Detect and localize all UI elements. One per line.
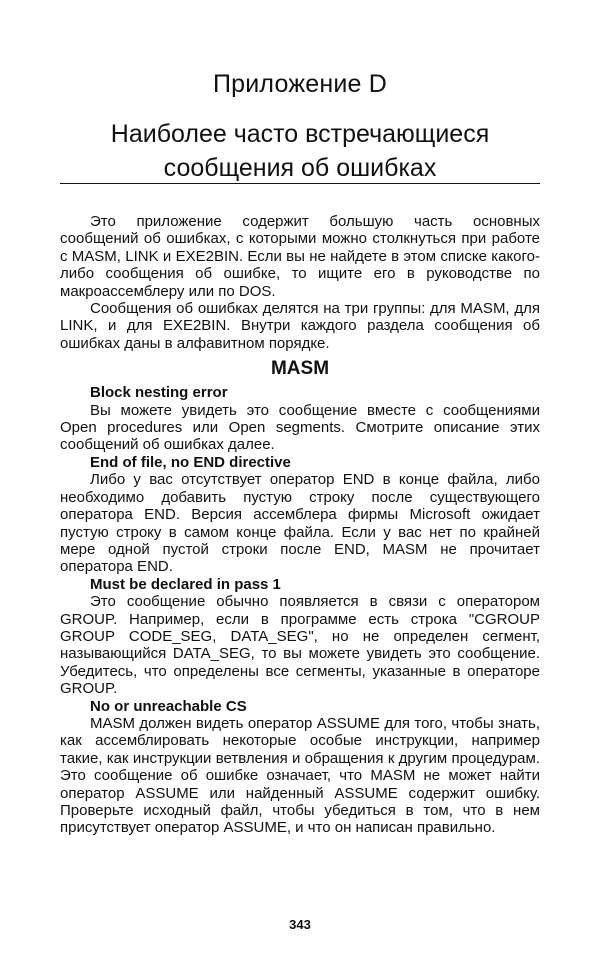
title-rule [60,183,540,184]
error-description: Это сообщение обычно появляется в связи с оператором GROUP. Например, если в программе есть строка "CGROUP GROUP CODE_SEG, DATA_SEG", но не определен сегмент, называющийся DATA_SEG, то вы можете увидеть это сообщение. Убедитесь, что определены все сегменты, указанные в операторе GROUP. [60,593,540,698]
error-entry [60,454,540,576]
intro-paragraph-2: Сообщения об ошибках делятся на три группы: для MASM, для LINK, и для EXE2BIN. Внутри каждого раздела сообщения об ошибках даны в алфавитном порядке. [60,300,540,352]
error-description: Либо у вас отсутствует оператор END в конце файла, либо необходимо добавить пустую строку после существующего оператора END. Версия ассемблера фирмы Microsoft ожидает пустую строку в самом конце файла. Если у вас нет по крайней мере одной пустой строки после END, MASM не прочитает оператора END. [60,471,540,576]
error-title: Block nesting error [90,384,228,402]
appendix-label: Приложение D [212,70,388,98]
error-description: Вы можете увидеть это сообщение вместе с сообщениями Open procedures или Open segments. Смотрите описание этих сообщений об ошибках далее. [60,401,540,454]
error-title: No or unreachable CS [90,697,247,715]
error-title: Must be declared in pass 1 [90,575,281,593]
page-number: 343 [289,917,311,932]
error-entry [60,384,540,454]
page-body [60,213,540,837]
error-title: End of file, no END directive [90,453,291,471]
chapter-title-line-1: Наиболее часто встречающиеся [110,120,490,148]
error-entry [60,576,540,698]
chapter-title-line-2: сообщения об ошибках [163,154,437,182]
chapter-title [0,117,600,185]
error-entry [60,698,540,837]
intro-paragraph-1: Это приложение содержит большую часть основных сообщений об ошибках, с которыми можно столкнуться при работе с MASM, LINK и EXE2BIN. Если вы не найдете в этом списке какого-либо сообщения об ошибке, то ищите его в руководстве по макроассемблеру или по DOS. [60,213,540,300]
error-description: MASM должен видеть оператор ASSUME для того, чтобы знать, как ассемблировать некоторые особые инструкции, например такие, как инструкции ветвления и обращения к другим процедурам. Это сообщение об ошибке означает, что MASM не может найти оператор ASSUME или найденный ASSUME содержит ошибку. Проверьте исходный файл, чтобы убедиться в том, что в нем присутствует оператор ASSUME, и что он написан правильно. [60,714,540,837]
section-heading-masm: MASM [270,358,330,380]
